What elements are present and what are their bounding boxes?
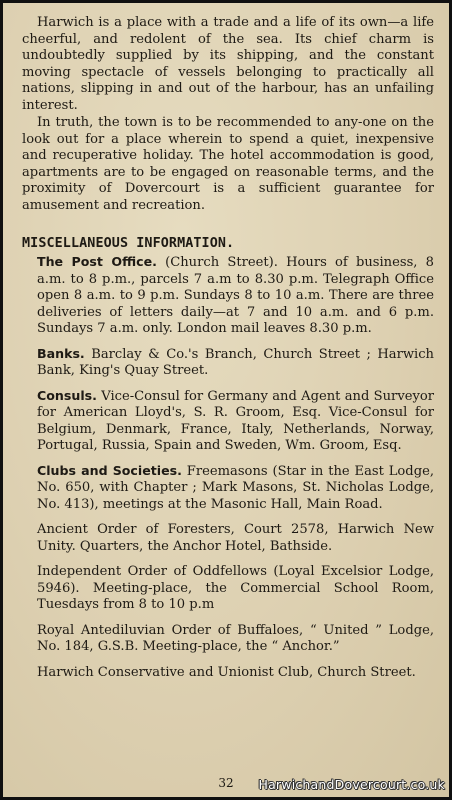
entry-foresters: Ancient Order of Foresters, Court 2578, Harwich New Unity. Quarters, the Anchor Hotel, Bathside. (37, 522, 434, 554)
entry-title: Banks. (37, 345, 85, 361)
entry-title: The Post Office. (37, 254, 157, 269)
entry-text: Barclay & Co.'s Branch, Church Street ; Harwich Bank, King's Quay Street. (37, 346, 434, 378)
entry-title: Consuls. (37, 387, 97, 403)
intro-section (22, 15, 434, 214)
entry-text: Vice-Consul for Germany and Agent and Surveyor for American Lloyd's, S. R. Groom, Esq. Vice-Consul for Belgium, Denmark, France, Italy, Netherlands, Norway, Portugal, Russia, Spain and Sweden, Wm. Groom, Esq. (37, 388, 434, 453)
entry-oddfellows: Independent Order of Oddfellows (Loyal Excelsior Lodge, 5946). Meeting-place, the Commercial School Room, Tuesdays from 8 to 10 p.m (37, 564, 434, 612)
entry-post-office (22, 254, 434, 338)
section-heading: MISCELLANEOUS INFORMATION. (22, 236, 235, 251)
intro-paragraph-1: Harwich is a place with a trade and a life of its own—a life cheerful, and redolent of the sea. Its chief charm is undoubtedly supplied by its shipping, and the constant moving spectacle of vessels belonging to practically all nations, slipping in and out of the harbour, has an unfailing interest. (22, 15, 434, 113)
entry-banks (22, 346, 434, 380)
entry-buffaloes: Royal Antediluvian Order of Buffaloes, “ United ” Lodge, No. 184, G.S.B. Meeting-place, the “ Anchor.” (37, 622, 434, 654)
entry-title: Clubs and Societies. (37, 462, 182, 478)
book-page (3, 3, 449, 797)
text-column (22, 15, 434, 681)
site-watermark: HarwichandDovercourt.co.uk (258, 777, 445, 792)
entry-clubs-societies (22, 463, 434, 514)
intro-paragraph-2: In truth, the town is to be recommended to any-one on the look out for a place wherein to spend a quiet, inexpensive and recuperative holiday. The hotel accommodation is good, apartments are to be engaged on reasonable terms, and the proximity of Dovercourt is a sufficient guarantee for amusement and recreation. (22, 115, 434, 213)
entry-text: (Church Street). Hours of business, 8 a.m. to 8 p.m., parcels 7 a.m to 8.30 p.m. Telegraph Office open 8 a.m. to 9 p.m. Sundays 8 to 10 a.m. There are three deliveries of letters daily—at 7 and 10 a.m. and 6 p.m. Sundays 7 a.m. only. London mail leaves 8.30 p.m. (37, 255, 434, 336)
entry-conservative-club: Harwich Conservative and Unionist Club, Church Street. (37, 664, 416, 680)
entry-text: Freemasons (Star in the East Lodge, No. 650, with Chapter ; Mark Masons, St. Nicholas Lodge, No. 413), meetings at the Masonic Hall, Main Road. (37, 463, 434, 512)
entry-consuls (22, 388, 434, 455)
page-number: 32 (218, 776, 234, 790)
